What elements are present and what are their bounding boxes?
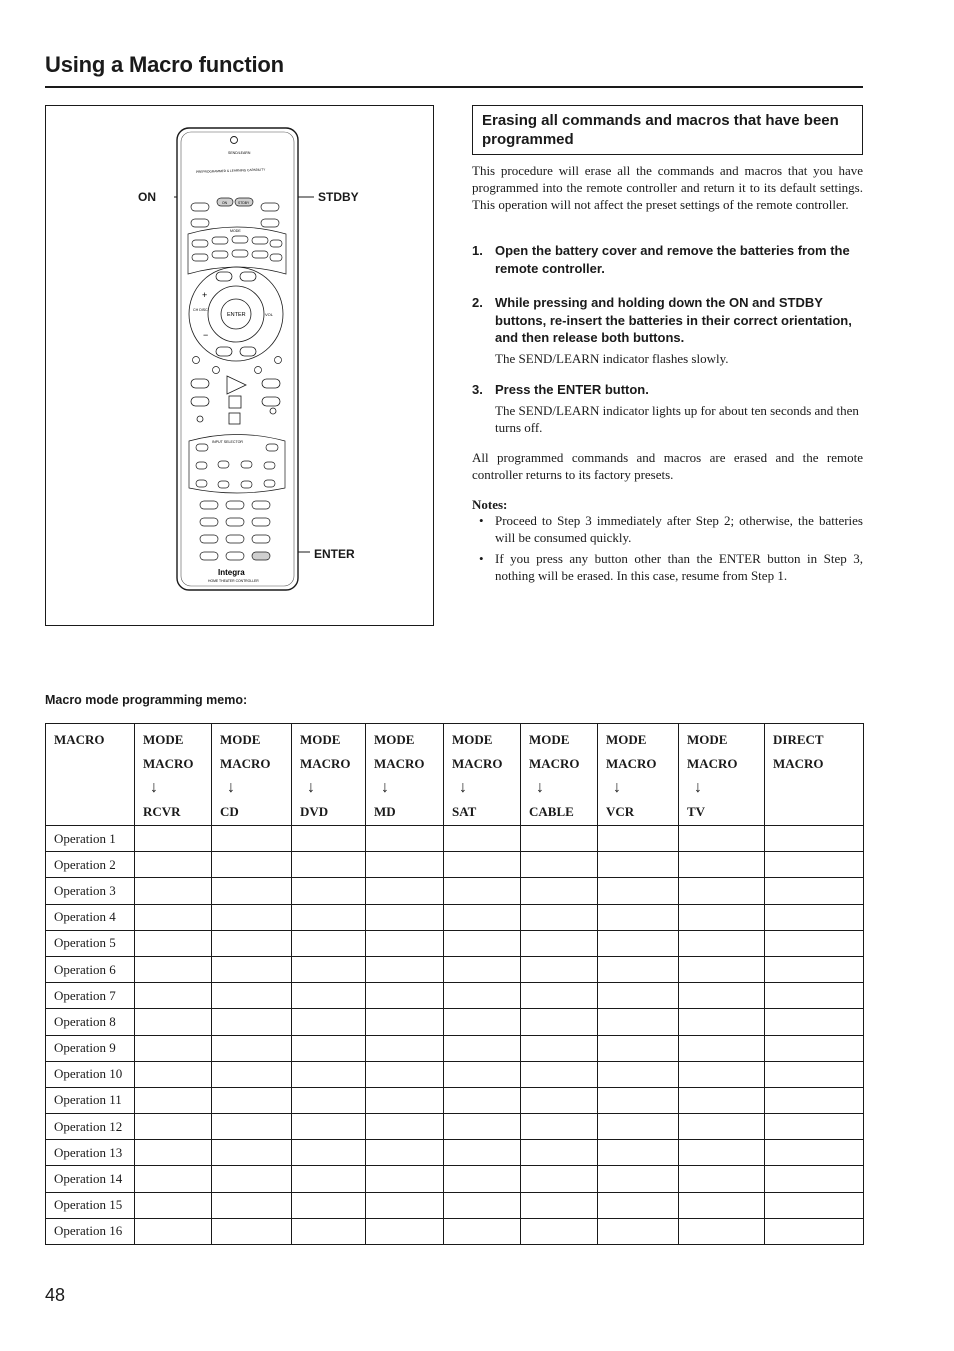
memo-entry-cell — [598, 1009, 679, 1035]
step-text: While pressing and holding down the ON and STDBY buttons, re-insert the batteries in their correct orientation, and then release both buttons. — [495, 295, 852, 345]
memo-entry-cell — [521, 1009, 598, 1035]
memo-entry-cell — [135, 826, 212, 852]
memo-entry-cell — [598, 1192, 679, 1218]
memo-entry-cell — [679, 1061, 765, 1087]
memo-entry-cell — [598, 983, 679, 1009]
remote-model-label: HOME THEATER CONTROLLER — [208, 579, 259, 583]
operation-label: Operation 7 — [46, 983, 135, 1009]
memo-entry-cell — [292, 1114, 366, 1140]
memo-entry-cell — [366, 852, 444, 878]
page-number: 48 — [45, 1285, 66, 1305]
memo-entry-cell — [366, 1218, 444, 1244]
header-mode-cd: MODE MACRO ↓ CD — [212, 724, 292, 826]
down-arrow-icon: ↓ — [150, 779, 158, 796]
table-row — [46, 1218, 864, 1244]
remote-stdby-label: STDBY — [238, 201, 250, 205]
memo-entry-cell — [292, 1035, 366, 1061]
memo-entry-cell — [135, 1009, 212, 1035]
memo-entry-cell — [444, 826, 521, 852]
page-title: Using a Macro function — [45, 52, 284, 77]
memo-entry-cell — [598, 826, 679, 852]
memo-entry-cell — [521, 904, 598, 930]
memo-entry-cell — [598, 904, 679, 930]
memo-entry-cell — [292, 1140, 366, 1166]
memo-entry-cell — [765, 1218, 864, 1244]
step-text: Press the ENTER button. — [495, 382, 649, 397]
memo-entry-cell — [366, 983, 444, 1009]
table-row — [46, 1061, 864, 1087]
memo-entry-cell — [135, 1114, 212, 1140]
memo-entry-cell — [679, 852, 765, 878]
table-row — [46, 930, 864, 956]
memo-entry-cell — [444, 983, 521, 1009]
memo-entry-cell — [765, 1087, 864, 1113]
memo-entry-cell — [598, 1218, 679, 1244]
memo-entry-cell — [212, 1114, 292, 1140]
memo-entry-cell — [521, 1192, 598, 1218]
memo-entry-cell — [444, 1087, 521, 1113]
memo-entry-cell — [598, 956, 679, 982]
memo-entry-cell — [679, 1087, 765, 1113]
memo-entry-cell — [765, 956, 864, 982]
memo-entry-cell — [135, 852, 212, 878]
memo-entry-cell — [135, 904, 212, 930]
send-learn-label: SEND/LEARN — [228, 151, 251, 155]
memo-entry-cell — [135, 1140, 212, 1166]
memo-entry-cell — [679, 1114, 765, 1140]
operation-label: Operation 15 — [46, 1192, 135, 1218]
memo-entry-cell — [765, 852, 864, 878]
memo-entry-cell — [598, 1166, 679, 1192]
step-note: The SEND/LEARN indicator lights up for about ten seconds and then turns off. — [495, 402, 859, 435]
memo-entry-cell — [765, 1192, 864, 1218]
memo-entry-cell — [366, 1166, 444, 1192]
table-row — [46, 956, 864, 982]
memo-entry-cell — [366, 878, 444, 904]
memo-entry-cell — [598, 930, 679, 956]
memo-entry-cell — [292, 1192, 366, 1218]
memo-entry-cell — [679, 983, 765, 1009]
memo-entry-cell — [765, 878, 864, 904]
table-row — [46, 1087, 864, 1113]
operation-label: Operation 14 — [46, 1166, 135, 1192]
note-item: • If you press any button other than the ENTER button in Step 3, nothing will be erased. In this case, resume from Step 1. — [472, 551, 863, 584]
memo-entry-cell — [135, 1166, 212, 1192]
memo-entry-cell — [765, 930, 864, 956]
memo-entry-cell — [765, 1009, 864, 1035]
operation-label: Operation 10 — [46, 1061, 135, 1087]
memo-entry-cell — [765, 1114, 864, 1140]
operation-label: Operation 16 — [46, 1218, 135, 1244]
memo-entry-cell — [444, 1035, 521, 1061]
memo-entry-cell — [765, 1166, 864, 1192]
step-text: Open the battery cover and remove the batteries from the remote controller. — [495, 243, 850, 276]
remote-body — [177, 128, 298, 590]
memo-entry-cell — [765, 983, 864, 1009]
memo-entry-cell — [679, 1166, 765, 1192]
memo-entry-cell — [765, 904, 864, 930]
down-arrow-icon: ↓ — [536, 779, 544, 796]
memo-entry-cell — [444, 1140, 521, 1166]
memo-entry-cell — [135, 1192, 212, 1218]
memo-entry-cell — [366, 1140, 444, 1166]
table-row — [46, 852, 864, 878]
memo-entry-cell — [765, 826, 864, 852]
step-2 — [472, 294, 863, 367]
memo-entry-cell — [212, 956, 292, 982]
macro-memo-table — [45, 723, 864, 1245]
memo-entry-cell — [212, 826, 292, 852]
memo-entry-cell — [444, 956, 521, 982]
operation-label: Operation 11 — [46, 1087, 135, 1113]
remote-on-label: ON — [222, 201, 228, 205]
memo-entry-cell — [366, 1192, 444, 1218]
table-row — [46, 1035, 864, 1061]
step-number: 1. — [472, 243, 483, 258]
memo-entry-cell — [135, 1035, 212, 1061]
memo-entry-cell — [444, 1218, 521, 1244]
remote-figure — [45, 105, 434, 626]
step-3 — [472, 381, 863, 436]
remote-mode-label: MODE — [230, 229, 241, 233]
header-direct-macro: DIRECT MACRO — [765, 724, 864, 826]
summary-paragraph: All programmed commands and macros are erased and the remote controller returns to its factory presets. — [472, 450, 863, 482]
down-arrow-icon: ↓ — [459, 779, 467, 796]
memo-entry-cell — [212, 1166, 292, 1192]
memo-entry-cell — [679, 878, 765, 904]
memo-entry-cell — [135, 930, 212, 956]
header-macro: MACRO — [46, 724, 135, 826]
memo-entry-cell — [366, 930, 444, 956]
memo-entry-cell — [135, 878, 212, 904]
memo-entry-cell — [444, 1114, 521, 1140]
memo-entry-cell — [444, 1166, 521, 1192]
down-arrow-icon: ↓ — [307, 779, 315, 796]
table-row — [46, 1166, 864, 1192]
operation-label: Operation 12 — [46, 1114, 135, 1140]
memo-entry-cell — [521, 1035, 598, 1061]
table-row — [46, 1192, 864, 1218]
memo-entry-cell — [679, 1035, 765, 1061]
memo-entry-cell — [366, 1087, 444, 1113]
memo-entry-cell — [679, 930, 765, 956]
memo-entry-cell — [521, 1087, 598, 1113]
remote-brand-logo: Integra — [218, 568, 245, 577]
memo-entry-cell — [292, 878, 366, 904]
step-number: 3. — [472, 382, 483, 397]
memo-entry-cell — [521, 930, 598, 956]
memo-entry-cell — [212, 878, 292, 904]
memo-entry-cell — [444, 852, 521, 878]
header-mode-rcvr: MODE MACRO ↓ RCVR — [135, 724, 212, 826]
memo-entry-cell — [521, 1114, 598, 1140]
memo-entry-cell — [679, 1009, 765, 1035]
operation-label: Operation 13 — [46, 1140, 135, 1166]
memo-entry-cell — [765, 1140, 864, 1166]
operation-label: Operation 9 — [46, 1035, 135, 1061]
memo-entry-cell — [135, 956, 212, 982]
header-mode-vcr: MODE MACRO ↓ VCR — [598, 724, 679, 826]
header-mode-tv: MODE MACRO ↓ TV — [679, 724, 765, 826]
memo-entry-cell — [292, 1009, 366, 1035]
memo-entry-cell — [292, 1218, 366, 1244]
memo-entry-cell — [521, 1218, 598, 1244]
memo-entry-cell — [212, 1009, 292, 1035]
operation-label: Operation 1 — [46, 826, 135, 852]
memo-entry-cell — [292, 1166, 366, 1192]
operation-label: Operation 8 — [46, 1009, 135, 1035]
down-arrow-icon: ↓ — [694, 779, 702, 796]
down-arrow-icon: ↓ — [227, 779, 235, 796]
memo-header-row — [46, 724, 864, 826]
memo-entry-cell — [598, 878, 679, 904]
memo-entry-cell — [366, 1035, 444, 1061]
memo-entry-cell — [444, 878, 521, 904]
title-rule — [45, 86, 863, 88]
table-row — [46, 904, 864, 930]
memo-entry-cell — [292, 852, 366, 878]
memo-entry-cell — [765, 1035, 864, 1061]
memo-entry-cell — [135, 1061, 212, 1087]
header-mode-md: MODE MACRO ↓ MD — [366, 724, 444, 826]
memo-entry-cell — [598, 1035, 679, 1061]
memo-entry-cell — [521, 878, 598, 904]
memo-entry-cell — [444, 1192, 521, 1218]
remote-ch-disc-label: CH DISC — [193, 308, 208, 312]
memo-entry-cell — [521, 852, 598, 878]
memo-title: Macro mode programming memo: — [45, 693, 248, 707]
memo-entry-cell — [212, 930, 292, 956]
memo-entry-cell — [521, 826, 598, 852]
memo-entry-cell — [444, 1061, 521, 1087]
table-row — [46, 1114, 864, 1140]
memo-entry-cell — [679, 1192, 765, 1218]
operation-label: Operation 3 — [46, 878, 135, 904]
operation-label: Operation 2 — [46, 852, 135, 878]
note-item: • Proceed to Step 3 immediately after Step 2; otherwise, the batteries will be consumed quickly. — [472, 513, 863, 546]
memo-entry-cell — [521, 983, 598, 1009]
memo-entry-cell — [679, 1140, 765, 1166]
plus-icon: + — [202, 290, 208, 300]
capability-label: PREPROGRAMMED & LEARNING CAPABILITY — [195, 167, 266, 174]
memo-entry-cell — [679, 826, 765, 852]
memo-entry-cell — [366, 956, 444, 982]
memo-entry-cell — [598, 1114, 679, 1140]
memo-entry-cell — [366, 826, 444, 852]
down-arrow-icon: ↓ — [381, 779, 389, 796]
memo-entry-cell — [598, 1061, 679, 1087]
memo-entry-cell — [765, 1061, 864, 1087]
step-note: The SEND/LEARN indicator flashes slowly. — [495, 350, 729, 366]
header-mode-sat: MODE MACRO ↓ SAT — [444, 724, 521, 826]
section-heading: Erasing all commands and macros that have been programmed — [482, 112, 839, 148]
operation-label: Operation 4 — [46, 904, 135, 930]
remote-input-selector-label: INPUT SELECTOR — [212, 440, 244, 444]
step-number: 2. — [472, 295, 483, 310]
operation-label: Operation 5 — [46, 930, 135, 956]
memo-entry-cell — [444, 1009, 521, 1035]
step-1 — [472, 242, 863, 277]
memo-entry-cell — [598, 852, 679, 878]
memo-entry-cell — [292, 904, 366, 930]
memo-entry-cell — [292, 930, 366, 956]
memo-entry-cell — [366, 1114, 444, 1140]
on-callout: ON — [138, 190, 156, 204]
memo-entry-cell — [135, 983, 212, 1009]
memo-entry-cell — [366, 1009, 444, 1035]
memo-entry-cell — [521, 1140, 598, 1166]
memo-entry-cell — [521, 956, 598, 982]
down-arrow-icon: ↓ — [613, 779, 621, 796]
remote-enter-label: ENTER — [227, 312, 246, 318]
memo-entry-cell — [212, 1218, 292, 1244]
table-row — [46, 878, 864, 904]
memo-entry-cell — [679, 1218, 765, 1244]
table-row — [46, 1009, 864, 1035]
stdby-callout: STDBY — [318, 190, 359, 204]
memo-entry-cell — [212, 1087, 292, 1113]
memo-entry-cell — [212, 1140, 292, 1166]
memo-entry-cell — [292, 826, 366, 852]
memo-entry-cell — [135, 1087, 212, 1113]
memo-entry-cell — [135, 1218, 212, 1244]
memo-entry-cell — [521, 1061, 598, 1087]
memo-entry-cell — [292, 1061, 366, 1087]
memo-entry-cell — [292, 983, 366, 1009]
minus-icon: − — [203, 330, 209, 340]
table-row — [46, 983, 864, 1009]
memo-entry-cell — [212, 904, 292, 930]
notes-list — [472, 513, 863, 589]
memo-entry-cell — [212, 1035, 292, 1061]
memo-entry-cell — [598, 1140, 679, 1166]
memo-entry-cell — [292, 1087, 366, 1113]
memo-entry-cell — [212, 983, 292, 1009]
section-heading-box — [472, 105, 863, 155]
remote-controller-illustration — [46, 106, 435, 627]
memo-entry-cell — [292, 956, 366, 982]
memo-entry-cell — [366, 904, 444, 930]
memo-entry-cell — [598, 1087, 679, 1113]
memo-entry-cell — [521, 1166, 598, 1192]
enter-callout: ENTER — [314, 547, 355, 561]
memo-entry-cell — [444, 904, 521, 930]
memo-entry-cell — [212, 852, 292, 878]
memo-entry-cell — [679, 904, 765, 930]
memo-entry-cell — [366, 1061, 444, 1087]
memo-entry-cell — [444, 930, 521, 956]
notes-title: Notes: — [472, 497, 508, 512]
header-mode-dvd: MODE MACRO ↓ DVD — [292, 724, 366, 826]
operation-label: Operation 6 — [46, 956, 135, 982]
table-row — [46, 826, 864, 852]
memo-entry-cell — [212, 1061, 292, 1087]
header-mode-cable: MODE MACRO ↓ CABLE — [521, 724, 598, 826]
remote-vol-label: VOL — [265, 312, 274, 317]
table-row — [46, 1140, 864, 1166]
memo-entry-cell — [212, 1192, 292, 1218]
intro-paragraph: This procedure will erase all the commands and macros that you have programmed into the remote controller and return it to its default settings. This operation will not affect the preset settings of the remote controller. — [472, 163, 863, 212]
memo-entry-cell — [679, 956, 765, 982]
memo-table-body — [46, 826, 864, 1245]
